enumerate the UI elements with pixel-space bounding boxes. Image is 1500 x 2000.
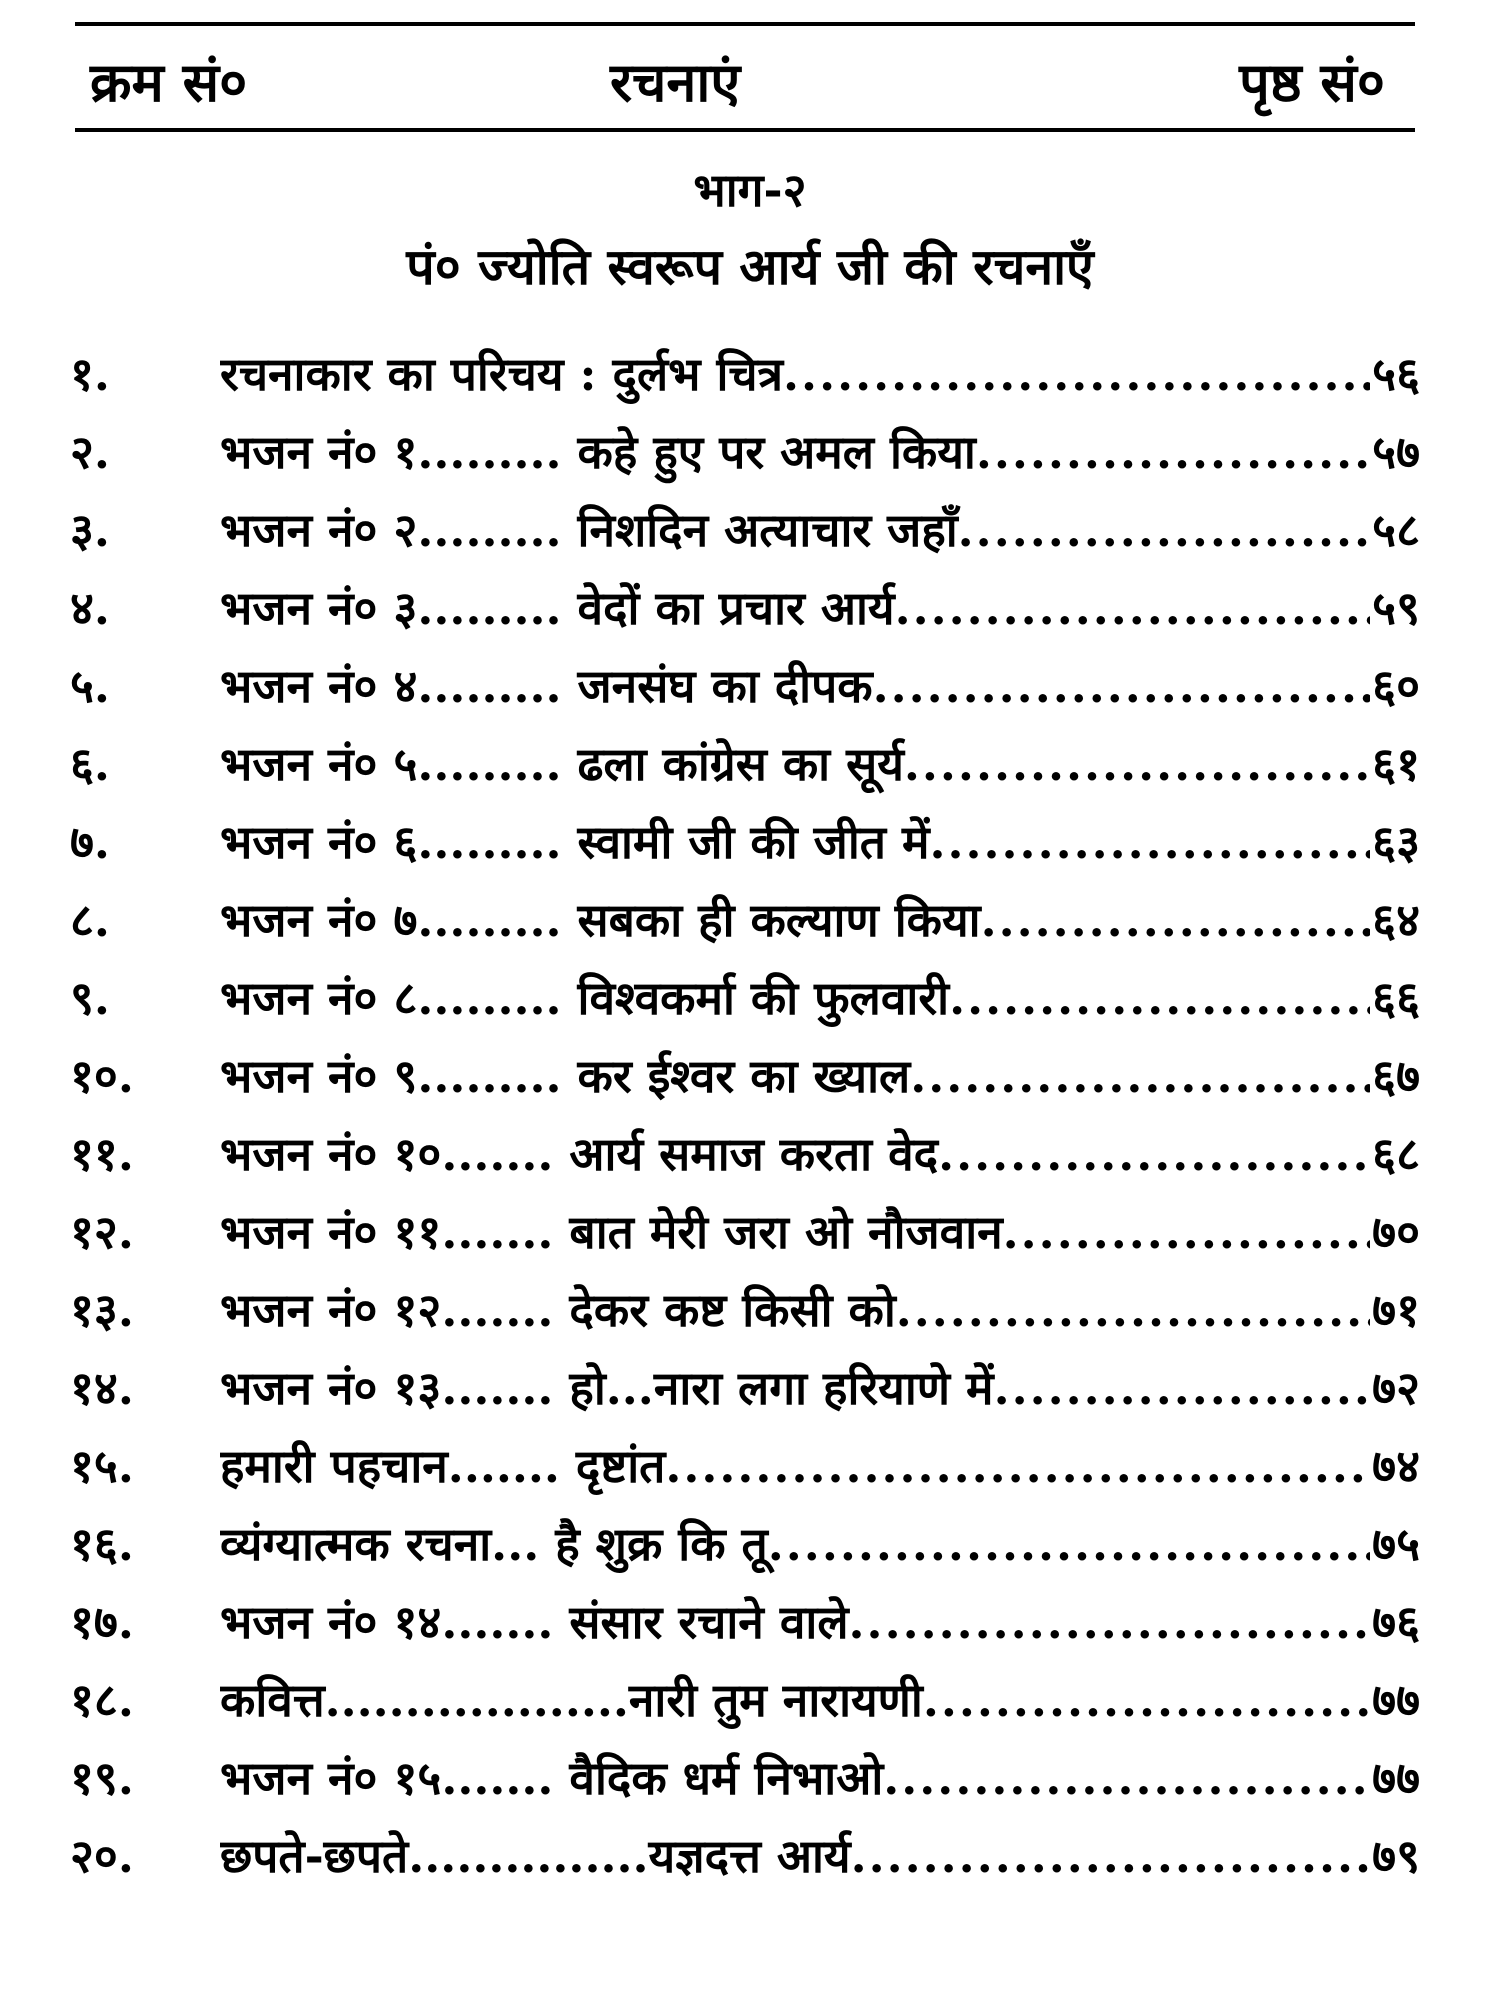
toc-entry: [70, 959, 1420, 1037]
entry-line: [220, 1271, 1420, 1349]
dot-leader: [895, 569, 1371, 647]
entry-page-number: ७२: [1372, 1361, 1420, 1415]
entry-serial: ११.: [70, 1127, 134, 1181]
entry-serial: २.: [70, 425, 110, 479]
entry-serial: १३.: [70, 1283, 134, 1337]
entry-serial: ९.: [70, 971, 110, 1025]
entry-line: [220, 1739, 1420, 1817]
toc-entry: [70, 1193, 1420, 1271]
entry-title: भजन नं० ४......... जनसंघ का दीपक: [220, 659, 873, 713]
dot-leader: [910, 1037, 1370, 1115]
dot-leader: [849, 1583, 1371, 1661]
dot-leader: [904, 725, 1370, 803]
entry-serial: ४.: [70, 581, 110, 635]
dot-leader: [923, 1661, 1370, 1739]
entry-serial: १.: [70, 347, 110, 401]
entry-page-number: ६४: [1372, 893, 1420, 947]
dot-leader: [981, 881, 1371, 959]
toc-entry: [70, 1817, 1420, 1895]
dot-leader: [883, 1739, 1370, 1817]
entry-title: भजन नं० १३....... हो...नारा लगा हरियाणे में: [220, 1361, 994, 1415]
dot-leader: [665, 1427, 1370, 1505]
toc-entry: [70, 569, 1420, 647]
serial-column-heading: क्रम सं०: [90, 50, 248, 114]
dot-leader: [768, 1505, 1370, 1583]
dot-leader: [958, 491, 1370, 569]
entry-page-number: ६७: [1372, 1049, 1420, 1103]
entry-page-number: ६३: [1372, 815, 1420, 869]
entry-title: भजन नं० ७......... सबका ही कल्याण किया: [220, 893, 981, 947]
toc-entry: [70, 1115, 1420, 1193]
entry-serial: १५.: [70, 1439, 134, 1493]
entry-serial: १९.: [70, 1751, 134, 1805]
toc-entry: [70, 803, 1420, 881]
entry-title: छपते-छपते...............यज्ञदत्त आर्य: [220, 1829, 851, 1883]
toc-entry: [70, 1505, 1420, 1583]
toc-entry: [70, 1271, 1420, 1349]
entry-title: भजन नं० २......... निशदिन अत्याचार जहाँ: [220, 503, 958, 557]
entry-line: [220, 1349, 1420, 1427]
entry-title: रचनाकार का परिचय : दुर्लभ चित्र: [220, 347, 784, 401]
entry-serial: १४.: [70, 1361, 134, 1415]
toc-list: [70, 335, 1420, 1895]
entry-title: भजन नं० १४....... संसार रचाने वाले: [220, 1595, 849, 1649]
entry-line: [220, 1427, 1420, 1505]
entry-line: [220, 1193, 1420, 1271]
dot-leader: [851, 1817, 1371, 1895]
dot-leader: [949, 959, 1370, 1037]
entry-serial: १६.: [70, 1517, 134, 1571]
entry-line: [220, 725, 1420, 803]
entry-page-number: ६०: [1372, 659, 1420, 713]
entry-page-number: ७९: [1372, 1829, 1420, 1883]
entry-line: [220, 413, 1420, 491]
part-label: भाग-२: [693, 163, 807, 217]
entry-title: भजन नं० ६......... स्वामी जी की जीत में: [220, 815, 930, 869]
entry-line: [220, 647, 1420, 725]
entry-title: व्यंग्यात्मक रचना... है शुक्र कि तू: [220, 1517, 768, 1571]
entry-serial: १२.: [70, 1205, 134, 1259]
dot-leader: [1003, 1193, 1371, 1271]
toc-entry: [70, 1661, 1420, 1739]
entry-serial: ७.: [70, 815, 110, 869]
entry-serial: ३.: [70, 503, 110, 557]
table-header: [75, 42, 1415, 122]
dot-leader: [896, 1271, 1370, 1349]
section-title: पं० ज्योति स्वरूप आर्य जी की रचनाएँ: [406, 237, 1094, 296]
entry-title: भजन नं० १०....... आर्य समाज करता वेद: [220, 1127, 939, 1181]
dot-leader: [994, 1349, 1371, 1427]
toc-entry: [70, 413, 1420, 491]
toc-entry: [70, 647, 1420, 725]
entry-page-number: ६८: [1372, 1127, 1420, 1181]
entry-page-number: ६१: [1372, 737, 1420, 791]
dot-leader: [783, 335, 1370, 413]
entry-line: [220, 335, 1420, 413]
toc-entry: [70, 1037, 1420, 1115]
entry-page-number: ७७: [1372, 1751, 1420, 1805]
entry-title: भजन नं० ५......... ढला कांग्रेस का सूर्य: [220, 737, 904, 791]
entry-line: [220, 1817, 1420, 1895]
entry-line: [220, 881, 1420, 959]
toc-entry: [70, 725, 1420, 803]
entry-serial: १८.: [70, 1673, 134, 1727]
entry-page-number: ७०: [1372, 1205, 1420, 1259]
top-rule: [75, 22, 1415, 26]
entry-title: भजन नं० ११....... बात मेरी जरा ओ नौजवान: [220, 1205, 1003, 1259]
entry-page-number: ६६: [1372, 971, 1420, 1025]
entry-title: भजन नं० ३......... वेदों का प्रचार आर्य: [220, 581, 895, 635]
entry-line: [220, 1583, 1420, 1661]
entry-page-number: ५९: [1372, 581, 1420, 635]
toc-entry: [70, 491, 1420, 569]
entry-serial: १०.: [70, 1049, 134, 1103]
entry-line: [220, 803, 1420, 881]
toc-entry: [70, 335, 1420, 413]
entry-line: [220, 1115, 1420, 1193]
entry-page-number: ७१: [1372, 1283, 1420, 1337]
entry-serial: ५.: [70, 659, 110, 713]
header-bottom-rule: [75, 128, 1415, 132]
dot-leader: [873, 647, 1371, 725]
entry-title: भजन नं० १५....... वैदिक धर्म निभाओ: [220, 1751, 884, 1805]
dot-leader: [929, 803, 1370, 881]
entry-line: [220, 1037, 1420, 1115]
entry-line: [220, 1661, 1420, 1739]
toc-entry: [70, 1583, 1420, 1661]
entry-title: भजन नं० ९......... कर ईश्वर का ख्याल: [220, 1049, 911, 1103]
entry-serial: ६.: [70, 737, 110, 791]
entry-title: भजन नं० १......... कहे हुए पर अमल किया: [220, 425, 976, 479]
entry-page-number: ७४: [1372, 1439, 1420, 1493]
entry-line: [220, 1505, 1420, 1583]
page-column-heading: पृष्ठ सं०: [1239, 50, 1385, 114]
entry-page-number: ७७: [1372, 1673, 1420, 1727]
entry-title: हमारी पहचान....... दृष्टांत: [220, 1439, 666, 1493]
works-column-heading: रचनाएं: [610, 50, 741, 114]
entry-line: [220, 959, 1420, 1037]
toc-entry: [70, 1349, 1420, 1427]
entry-line: [220, 491, 1420, 569]
dot-leader: [976, 413, 1370, 491]
entry-page-number: ७५: [1372, 1517, 1420, 1571]
entry-page-number: ७६: [1372, 1595, 1420, 1649]
entry-page-number: ५८: [1372, 503, 1420, 557]
toc-entry: [70, 881, 1420, 959]
entry-page-number: ५६: [1372, 347, 1420, 401]
dot-leader: [938, 1115, 1370, 1193]
entry-title: भजन नं० १२....... देकर कष्ट किसी को: [220, 1283, 896, 1337]
entry-title: भजन नं० ८......... विश्वकर्मा की फुलवारी: [220, 971, 950, 1025]
toc-entry: [70, 1427, 1420, 1505]
entry-serial: २०.: [70, 1829, 134, 1883]
entry-serial: १७.: [70, 1595, 134, 1649]
entry-serial: ८.: [70, 893, 110, 947]
toc-entry: [70, 1739, 1420, 1817]
entry-page-number: ५७: [1372, 425, 1420, 479]
entry-title: कवित्त...................नारी तुम नारायणी: [220, 1673, 923, 1727]
entry-line: [220, 569, 1420, 647]
